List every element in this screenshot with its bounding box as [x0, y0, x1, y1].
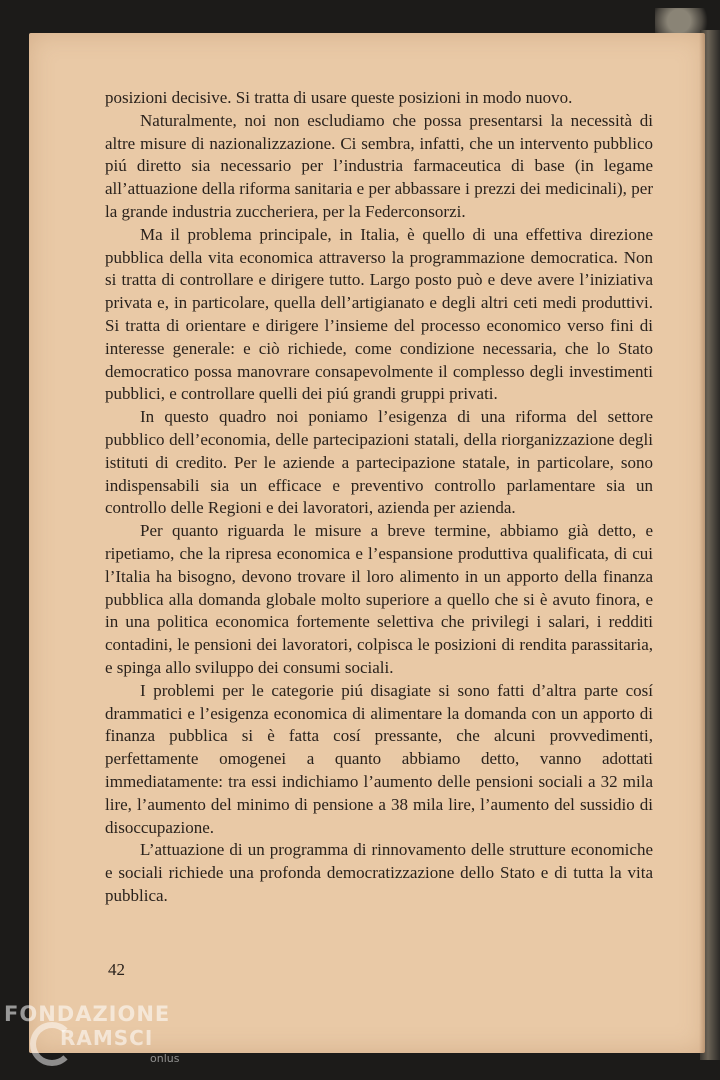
paragraph-5: Per quanto riguarda le misure a breve termine, abbiamo già detto, e ripetiamo, che la ripresa economica e l’espansione produttiva qualificata, di cui l’Italia ha bisogno, devono trovare il loro alimento in un apporto della finanza pubblica alla domanda globale molto superiore a quello che si è avuto finora, e in una politica economica fortemente selettiva che privilegi i salari, i redditi contadini, le pensioni dei lavoratori, colpisca le posizioni di rendita parassitaria, e spinga allo sviluppo dei consumi sociali. — [105, 521, 653, 677]
watermark-logo — [2, 1000, 202, 1080]
paragraph-7: L’attuazione di un programma di rinnovamento delle strutture economiche e sociali richiede una profonda democratizzazione dello Stato e di tutta la vita pubblica. — [105, 840, 653, 905]
paragraph-4: In questo quadro noi poniamo l’esigenza di una riforma del settore pubblico dell’economia, delle partecipazioni statali, della riorganizzazione degli istituti di credito. Per le aziende a partecipazione statale, in particolare, sono indispensabili sia un efficace e preventivo controllo parlamentare sia un controllo delle Regioni e dei lavoratori, azienda per azienda. — [105, 407, 653, 518]
paragraph-3: Ma il problema principale, in Italia, è quello di una effettiva direzione pubblica della vita economica attraverso la programmazione democratica. Non si tratta di controllare e dirigere tutto. Largo posto può e deve avere l’iniziativa privata e, in particolare, quella dell’artigianato e degli altri ceti medi produttivi. Si tratta di orientare e dirigere l’insieme del processo economico verso fini di interesse generale: e ciò richiede, come condizione necessaria, che lo Stato democratico possa manovrare consapevolmente il complesso degli investimenti pubblici, e controllare quelli dei piú grandi gruppi privati. — [105, 224, 653, 404]
watermark-line2: RAMSCI — [60, 1026, 154, 1050]
page-number: 42 — [108, 960, 125, 979]
paragraph-6: I problemi per le categorie piú disagiate si sono fatti d’altra parte cosí drammatici e l’esigenza economica di alimentare la domanda con un apporto di finanza pubblica si è fatta cosí pressante, che alcuni provvedimenti, perfettamente omogenei a quanto abbiamo detto, vanno adottati immediatamente: tra essi indichiamo l’aumento delle pensioni sociali a 32 mila lire, l’aumento del minimo di pensione a 38 mila lire, l’aumento del sussidio di disoccupazione. — [105, 680, 653, 837]
watermark-suffix: onlus — [150, 1052, 180, 1065]
body-text — [105, 87, 653, 908]
page-shadow — [699, 33, 705, 1053]
paragraph-1: posizioni decisive. Si tratta di usare queste posizioni in modo nuovo. — [105, 88, 573, 107]
paragraph-2: Naturalmente, noi non escludiamo che possa presentarsi la necessità di altre misure di nazionalizzazione. Ci sembra, infatti, che un intervento pubblico piú diretto sia necessario per l’industria farmaceutica di base (in legame all’attuazione della riforma sanitaria e per abbassare i prezzi dei medicinali), per la grande industria zuccheriera, per la Federconsorzi. — [105, 110, 653, 221]
watermark-line1: FONDAZIONE — [4, 1002, 171, 1026]
